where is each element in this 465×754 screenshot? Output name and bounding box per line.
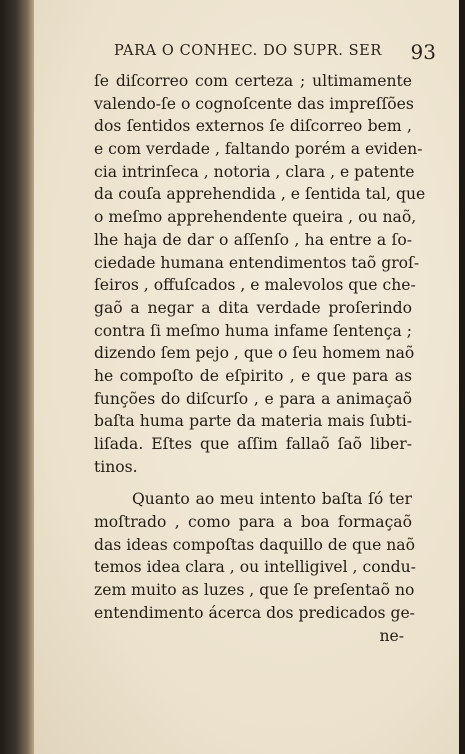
paragraph-gap [94, 478, 412, 488]
page-header [114, 40, 454, 64]
text-line: lhe haja de dar o aſſenſo , ha entre a ſo- [94, 230, 412, 249]
text-line: Quanto ao meu intento baſta ſó ter [132, 490, 412, 509]
running-head: PARA O CONHEC. DO SUPR. SER [114, 43, 382, 59]
text-line: cia intrinſeca , notoria , clara , e patente [94, 162, 415, 181]
text-line: ſeiros , offuſcados , e malevolos que che- [94, 276, 416, 295]
text-line: o meſmo apprehendente queira , ou naõ, [94, 208, 417, 227]
text-line: he compoſto de eſpirito , e que para as [94, 366, 412, 385]
text-line: temos idea clara , ou intelligivel , condu- [94, 558, 416, 577]
catchword: ne- [379, 626, 404, 645]
book-spine-gutter [0, 0, 34, 754]
text-line: e com verdade , faltando porém a eviden- [94, 140, 423, 159]
text-line: zem muito as luzes , que ſe preſentaõ no [94, 581, 415, 600]
book-page [34, 0, 459, 754]
text-line: dos ſentidos externos ſe diſcorreo bem , [94, 117, 412, 136]
text-line: funções do diſcurſo , e para a animaçaõ [94, 389, 412, 408]
text-line: ſe diſcorreo com certeza ; ultimamente [94, 72, 412, 90]
text-line: liſada. Eſtes que aſſim fallaõ ſaõ liber- [94, 435, 412, 453]
text-line: dizendo ſem pejo , que o ſeu homem naõ [94, 344, 415, 363]
paragraph-1 [94, 70, 426, 478]
text-line: tinos. [94, 457, 138, 476]
text-line: entendimento ácerca dos predicados ge- [94, 603, 415, 622]
paragraph-2 [94, 488, 416, 624]
text-line: ciedade humana entendimentos taõ groſ- [94, 253, 420, 272]
text-line: baſta huma parte da materia mais ſubti- [94, 412, 412, 431]
text-line: contra ſi meſmo huma infame ſentença ; [94, 321, 412, 340]
text-line: moſtrado , como para a boa formaçaõ [94, 513, 412, 532]
text-line: das ideas compoſtas daquillo de que naõ [94, 535, 415, 554]
page-number: 93 [410, 40, 436, 64]
text-line: valendo-ſe o cognoſcente das impreſſões [94, 94, 414, 113]
text-line: gaõ a negar a dita verdade proſerindo [94, 298, 412, 317]
page-edge-shadow [459, 0, 465, 754]
body-text [94, 70, 426, 647]
text-line: da couſa apprehendida , e ſentida tal, que [94, 185, 426, 204]
